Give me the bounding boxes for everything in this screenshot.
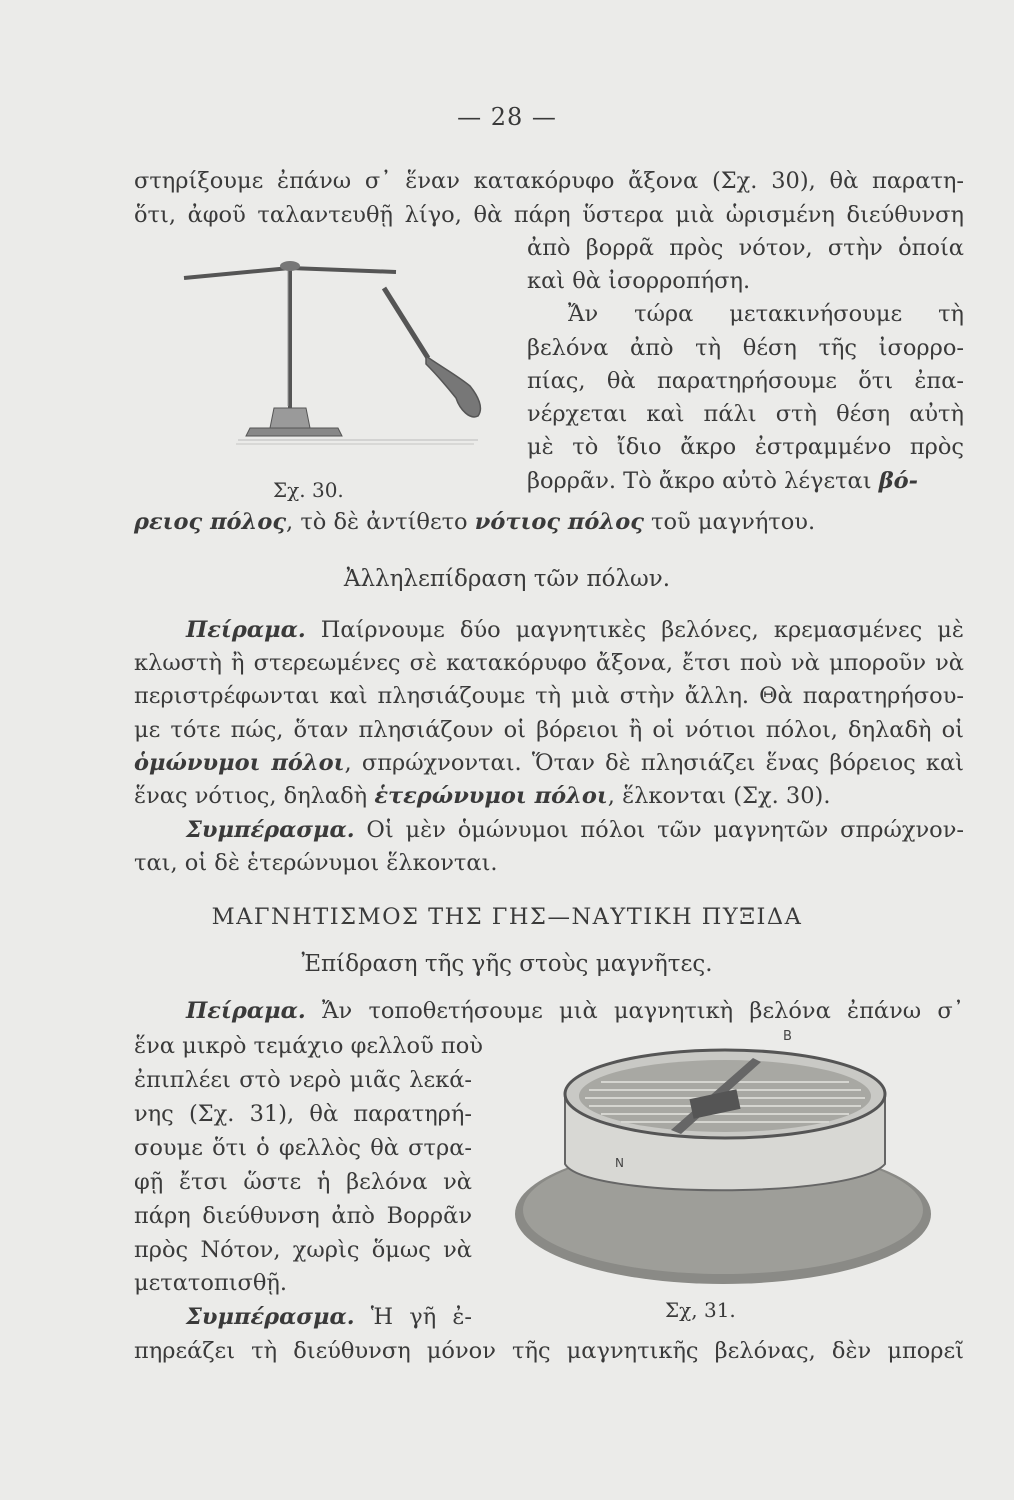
text-run: ἕνας νότιος, δηλαδὴ: [134, 783, 375, 809]
text-line: σουμε ὅτι ὁ φελλὸς θὰ στρα-: [134, 1135, 472, 1161]
figure-30-needle-on-pivot: [178, 248, 508, 478]
text-line: [134, 781, 831, 811]
text-run: Ἡ γῆ ἐ-: [354, 1304, 472, 1330]
text-line: περιστρέφωνται καὶ πλησιάζουμε τὴ μιὰ στὴν ἄλλη. Θὰ παρατηρήσου-: [134, 683, 964, 709]
text-run: Οἱ μὲν ὁμώνυμοι πόλοι τῶν μαγνητῶν σπρώχνον-: [354, 817, 964, 843]
text-line: [134, 748, 964, 778]
text-line: ἀπὸ βορρᾶ πρὸς νότον, στὴν ὁποία: [527, 235, 964, 261]
text-line: ἐπιπλέει στὸ νερὸ μιᾶς λεκά-: [134, 1067, 472, 1093]
text-line: [186, 1302, 472, 1332]
text-line: βελόνα ἀπὸ τὴ θέση τῆς ἰσορρο-: [527, 335, 964, 361]
text-line: κλωστὴ ἢ στερεωμένες σὲ κατακόρυφο ἄξονα, ἔτσι ποὺ νὰ μποροῦν νὰ: [134, 650, 964, 676]
text-line: ται, οἱ δὲ ἑτερώνυμοι ἕλκονται.: [134, 850, 498, 876]
text-line: πρὸς Νότον, χωρὶς ὅμως νὰ: [134, 1237, 472, 1263]
text-run: , τὸ δὲ ἀντίθετο: [286, 509, 475, 535]
section-heading: Ἀλληλεπίδραση τῶν πόλων.: [343, 566, 671, 592]
emphasis: Πείραμα.: [186, 617, 306, 643]
figure-31-caption: Σχ, 31.: [665, 1298, 736, 1322]
emphasis: ὁμώνυμοι πόλοι: [134, 750, 345, 776]
text-line: πάρη διεύθυνση ἀπὸ Βορρᾶν: [134, 1203, 472, 1229]
text-line: στηρίξουμε ἐπάνω σ᾽ ἕναν κατακόρυφο ἄξονα (Σχ. 30), θὰ παρατη-: [134, 168, 964, 194]
section-heading: Ἐπίδραση τῆς γῆς στοὺς μαγνῆτες.: [301, 951, 713, 977]
emphasis: βό-: [878, 468, 919, 494]
text-run: , σπρώχνονται. Ὅταν δὲ πλησιάζει ἕνας βόρειος καὶ: [344, 750, 965, 776]
page-number: — 28 —: [457, 103, 557, 131]
emphasis: νότιος πόλος: [474, 509, 644, 535]
text-line: μετατοπισθῇ.: [134, 1270, 288, 1296]
text-line: καὶ θὰ ἰσορροπήση.: [527, 268, 751, 294]
emphasis: Πείραμα.: [186, 998, 306, 1024]
text-run: βορρᾶν. Τὸ ἄκρο αὐτὸ λέγεται: [527, 468, 879, 494]
text-run: τοῦ μαγνήτου.: [643, 509, 816, 535]
figure-31-floating-compass: [505, 1024, 941, 1294]
text-run: Ἄν τοποθετήσουμε μιὰ μαγνητικὴ βελόνα ἐπάνω σ᾽: [305, 998, 964, 1024]
text-line: νης (Σχ. 31), θὰ παρατηρή-: [134, 1101, 472, 1127]
text-line: [134, 507, 815, 537]
text-line: πηρεάζει τὴ διεύθυνση μόνον τῆς μαγνητικῆς βελόνας, δὲν μπορεῖ: [134, 1338, 964, 1364]
text-line: νέρχεται καὶ πάλι στὴ θέση αὐτὴ: [527, 401, 964, 427]
text-line: πίας, θὰ παρατηρήσουμε ὅτι ἐπα-: [527, 368, 964, 394]
text-line: φῇ ἔτσι ὥστε ἡ βελόνα νὰ: [134, 1169, 472, 1195]
text-line: με τότε πώς, ὅταν πλησιάζουν οἱ βόρειοι ἢ οἱ νότιοι πόλοι, δηλαδὴ οἱ: [134, 717, 964, 743]
text-line: [186, 615, 964, 645]
emphasis: Συμπέρασμα.: [186, 1304, 355, 1330]
text-line: [527, 466, 964, 496]
text-line: μὲ τὸ ἴδιο ἄκρο ἐστραμμένο πρὸς: [527, 434, 964, 460]
emphasis: Συμπέρασμα.: [186, 817, 355, 843]
figure-31-label-b: B: [783, 1029, 792, 1044]
emphasis: ρειος πόλος: [134, 509, 287, 535]
text-line: Ἄν τώρα μετακινήσουμε τὴ: [568, 301, 964, 327]
text-run: , ἕλκονται (Σχ. 30).: [607, 783, 831, 809]
chapter-heading: ΜΑΓΝΗΤΙΣΜΟΣ ΤΗΣ ΓΗΣ—ΝΑΥΤΙΚΗ ΠΥΞΙΔΑ: [211, 904, 803, 930]
text-line: ὅτι, ἀφοῦ ταλαντευθῇ λίγο, θὰ πάρη ὕστερα μιὰ ὡρισμένη διεύθυνση: [134, 202, 964, 228]
figure-31-label-n: N: [615, 1156, 624, 1170]
emphasis: ἑτερώνυμοι πόλοι: [374, 783, 608, 809]
text-run: Παίρνουμε δύο μαγνητικὲς βελόνες, κρεμασμένες μὲ: [305, 617, 964, 643]
text-line: [186, 815, 964, 845]
text-line: [186, 996, 964, 1026]
text-line: ἕνα μικρὸ τεμάχιο φελλοῦ ποὺ: [134, 1033, 483, 1059]
figure-30-caption: Σχ. 30.: [273, 478, 344, 502]
